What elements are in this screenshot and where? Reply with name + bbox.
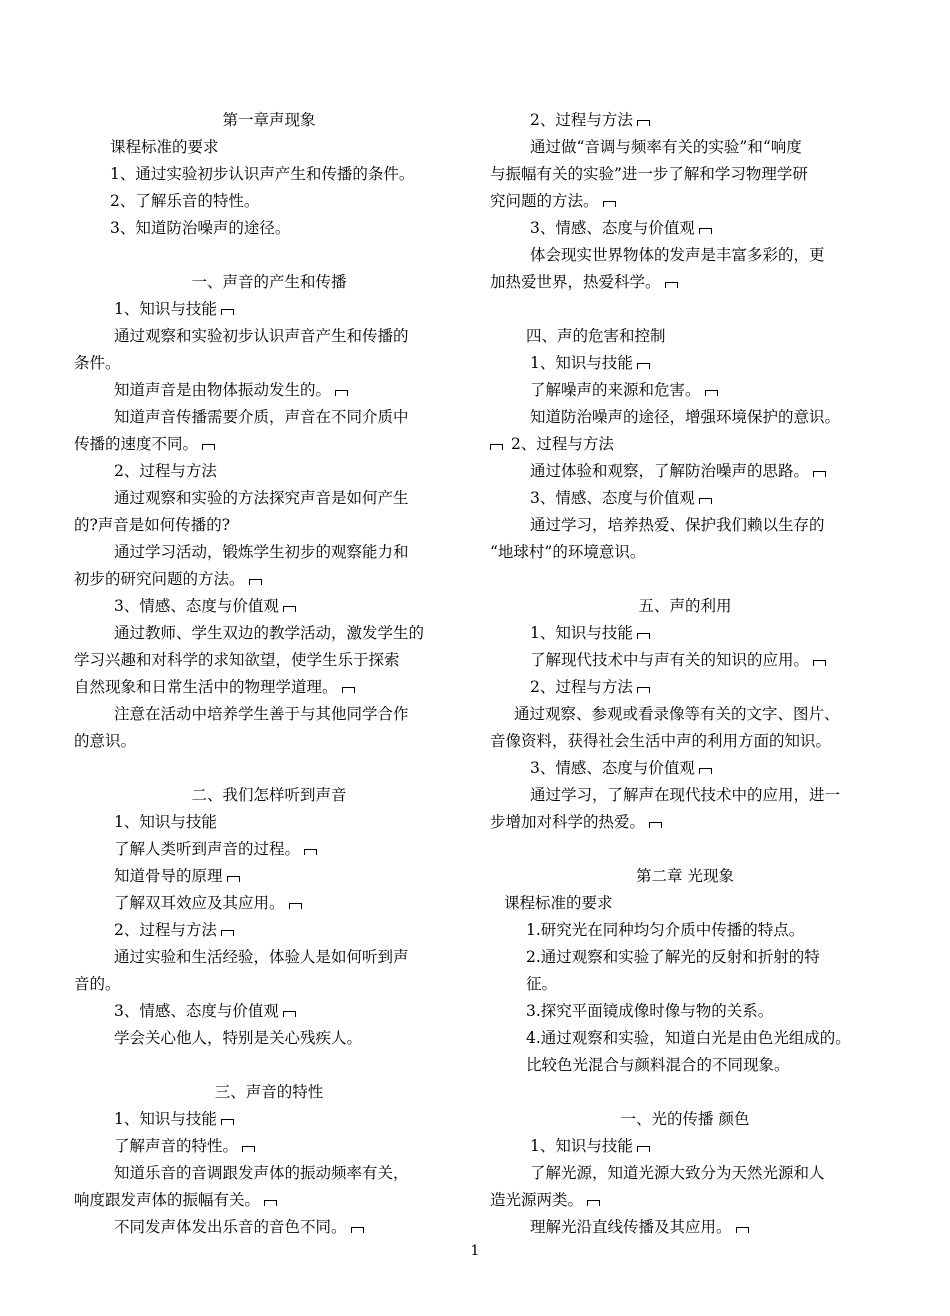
line-text: 通过学习活动，锻炼学生初步的观察能力和 bbox=[114, 543, 409, 561]
line-text: 音像资料，获得社会生活中声的利用方面的知识。 bbox=[490, 732, 832, 750]
paragraph-mark-icon bbox=[637, 633, 650, 639]
paragraph-mark-icon bbox=[283, 606, 296, 612]
text-line bbox=[74, 161, 464, 188]
paragraph-mark-icon bbox=[699, 768, 712, 774]
line-text: 1、知识与技能 bbox=[530, 1137, 633, 1155]
line-text: 1、通过实验初步认识声产生和传播的条件。 bbox=[110, 165, 415, 183]
section-heading bbox=[490, 1106, 880, 1133]
line-text: 3、情感、态度与价值观 bbox=[114, 1002, 279, 1020]
line-text: 音的。 bbox=[74, 975, 121, 993]
text-line bbox=[74, 728, 464, 755]
line-text: 3.探究平面镜成像时像与物的关系。 bbox=[526, 1002, 774, 1020]
section-heading bbox=[74, 107, 464, 134]
line-text: 通过教师、学生双边的教学活动，激发学生的 bbox=[114, 624, 425, 642]
line-text: 第二章 光现象 bbox=[636, 867, 734, 885]
text-line bbox=[490, 998, 880, 1025]
line-text: 3、知道防治噪声的途径。 bbox=[110, 219, 291, 237]
line-text: 的?声音是如何传播的? bbox=[74, 516, 231, 534]
line-text: 了解人类听到声音的过程。 bbox=[114, 840, 301, 858]
text-line bbox=[490, 188, 880, 215]
text-line bbox=[490, 134, 880, 161]
line-text: 四、声的危害和控制 bbox=[526, 327, 666, 345]
text-line bbox=[490, 1133, 880, 1160]
left-column bbox=[74, 107, 464, 1241]
paragraph-mark-icon bbox=[202, 444, 215, 450]
line-text: 造光源两类。 bbox=[490, 1191, 584, 1209]
text-line bbox=[74, 674, 464, 701]
line-text: 自然现象和日常生活中的物理学道理。 bbox=[74, 678, 338, 696]
text-line bbox=[490, 539, 880, 566]
line-text: 了解光源，知道光源大致分为天然光源和人 bbox=[530, 1164, 825, 1182]
text-line bbox=[74, 1160, 464, 1187]
text-line bbox=[74, 836, 464, 863]
line-text: 五、声的利用 bbox=[638, 597, 732, 615]
text-line bbox=[490, 674, 880, 701]
line-text: 了解双耳效应及其应用。 bbox=[114, 894, 285, 912]
line-text: 2、过程与方法 bbox=[530, 111, 633, 129]
text-line bbox=[74, 566, 464, 593]
right-column bbox=[490, 107, 880, 1241]
paragraph-mark-icon bbox=[637, 1146, 650, 1152]
text-line bbox=[490, 971, 880, 998]
line-text: 了解噪声的来源和危害。 bbox=[530, 381, 701, 399]
blank-line bbox=[74, 1052, 464, 1079]
text-line bbox=[490, 1052, 880, 1079]
blank-line bbox=[490, 836, 880, 863]
text-line bbox=[74, 323, 464, 350]
text-line bbox=[74, 188, 464, 215]
line-text: 通过体验和观察，了解防治噪声的思路。 bbox=[530, 462, 810, 480]
paragraph-mark-icon bbox=[283, 1011, 296, 1017]
text-line bbox=[490, 215, 880, 242]
text-line bbox=[74, 404, 464, 431]
paragraph-mark-icon bbox=[699, 228, 712, 234]
line-text: 比较色光混合与颜料混合的不同现象。 bbox=[526, 1056, 790, 1074]
line-text: 理解光沿直线传播及其应用。 bbox=[530, 1218, 732, 1236]
paragraph-mark-icon bbox=[637, 120, 650, 126]
text-line bbox=[490, 701, 880, 728]
text-line bbox=[74, 134, 464, 161]
paragraph-mark-icon bbox=[603, 201, 616, 207]
text-line bbox=[490, 485, 880, 512]
text-line bbox=[74, 539, 464, 566]
line-text: 学会关心他人，特别是关心残疾人。 bbox=[114, 1029, 363, 1047]
text-line bbox=[74, 863, 464, 890]
blank-line bbox=[490, 296, 880, 323]
paragraph-mark-icon bbox=[221, 309, 234, 315]
text-line bbox=[74, 485, 464, 512]
text-line bbox=[490, 1214, 880, 1241]
paragraph-mark-icon bbox=[637, 363, 650, 369]
line-text: 2、过程与方法 bbox=[511, 435, 614, 453]
line-text: 初步的研究问题的方法。 bbox=[74, 570, 245, 588]
text-line bbox=[74, 1133, 464, 1160]
line-text: 条件。 bbox=[74, 354, 121, 372]
text-line bbox=[74, 1214, 464, 1241]
line-text: 3、情感、态度与价值观 bbox=[530, 759, 695, 777]
paragraph-mark-icon bbox=[264, 1200, 277, 1206]
line-text: 一、声音的产生和传播 bbox=[191, 273, 347, 291]
text-line bbox=[74, 1106, 464, 1133]
text-line bbox=[490, 269, 880, 296]
paragraph-mark-icon bbox=[736, 1227, 749, 1233]
line-text: 知道乐音的音调跟发声体的振动频率有关， bbox=[114, 1164, 409, 1182]
line-text: 1、知识与技能 bbox=[530, 624, 633, 642]
text-line bbox=[490, 782, 880, 809]
text-line bbox=[74, 917, 464, 944]
line-text: 征。 bbox=[526, 975, 558, 993]
paragraph-mark-icon bbox=[665, 282, 678, 288]
text-line bbox=[74, 620, 464, 647]
text-line bbox=[490, 620, 880, 647]
line-text: 知道声音传播需要介质，声音在不同介质中 bbox=[114, 408, 409, 426]
paragraph-mark-icon bbox=[705, 390, 718, 396]
line-text: 一、光的传播 颜色 bbox=[620, 1110, 750, 1128]
text-line bbox=[490, 890, 880, 917]
line-text: 二、我们怎样听到声音 bbox=[191, 786, 347, 804]
paragraph-mark-icon bbox=[490, 444, 503, 450]
text-line bbox=[74, 944, 464, 971]
paragraph-mark-icon bbox=[227, 876, 240, 882]
line-text: 1、知识与技能 bbox=[114, 813, 217, 831]
paragraph-mark-icon bbox=[342, 687, 355, 693]
line-text: 通过观察、参观或看录像等有关的文字、图片、 bbox=[514, 705, 840, 723]
text-line bbox=[74, 593, 464, 620]
line-text: 究问题的方法。 bbox=[490, 192, 599, 210]
text-line bbox=[490, 107, 880, 134]
text-line bbox=[490, 728, 880, 755]
section-heading bbox=[74, 782, 464, 809]
line-text: 2.通过观察和实验了解光的反射和折射的特 bbox=[526, 948, 820, 966]
text-line bbox=[490, 917, 880, 944]
line-text: 传播的速度不同。 bbox=[74, 435, 199, 453]
paragraph-mark-icon bbox=[335, 390, 348, 396]
line-text: 了解声音的特性。 bbox=[114, 1137, 239, 1155]
text-line bbox=[490, 512, 880, 539]
line-text: 三、声音的特性 bbox=[214, 1083, 324, 1101]
paragraph-mark-icon bbox=[242, 1146, 255, 1152]
paragraph-mark-icon bbox=[637, 687, 650, 693]
text-line bbox=[490, 1160, 880, 1187]
paragraph-mark-icon bbox=[221, 930, 234, 936]
paragraph-mark-icon bbox=[813, 660, 826, 666]
line-text: 2、了解乐音的特性。 bbox=[110, 192, 260, 210]
line-text: 4.通过观察和实验，知道白光是由色光组成的。 bbox=[526, 1029, 851, 1047]
line-text: 1、知识与技能 bbox=[530, 354, 633, 372]
text-line bbox=[74, 809, 464, 836]
line-text: 注意在活动中培养学生善于与其他同学合作 bbox=[114, 705, 409, 723]
text-line bbox=[490, 944, 880, 971]
line-text: 知道声音是由物体振动发生的。 bbox=[114, 381, 332, 399]
paragraph-mark-icon bbox=[649, 822, 662, 828]
text-line bbox=[74, 512, 464, 539]
text-line bbox=[74, 431, 464, 458]
line-text: 通过学习，培养热爱、保护我们赖以生存的 bbox=[530, 516, 825, 534]
text-line bbox=[74, 458, 464, 485]
paragraph-mark-icon bbox=[813, 471, 826, 477]
text-line bbox=[490, 1025, 880, 1052]
line-text: 3、情感、态度与价值观 bbox=[114, 597, 279, 615]
line-text: 2、过程与方法 bbox=[114, 921, 217, 939]
blank-line bbox=[74, 242, 464, 269]
text-line bbox=[74, 647, 464, 674]
text-line bbox=[490, 377, 880, 404]
section-heading bbox=[490, 863, 880, 890]
line-text: 响度跟发声体的振幅有关。 bbox=[74, 1191, 261, 1209]
text-line bbox=[490, 809, 880, 836]
line-text: 1、知识与技能 bbox=[114, 300, 217, 318]
line-text: 与振幅有关的实验”进一步了解和学习物理学研 bbox=[490, 165, 808, 183]
line-text: 2、过程与方法 bbox=[114, 462, 217, 480]
text-line bbox=[490, 323, 880, 350]
section-heading bbox=[490, 593, 880, 620]
text-line bbox=[74, 890, 464, 917]
text-line bbox=[490, 647, 880, 674]
text-line bbox=[490, 350, 880, 377]
paragraph-mark-icon bbox=[587, 1200, 600, 1206]
line-text: “地球村”的环境意识。 bbox=[490, 543, 646, 561]
text-line bbox=[74, 1025, 464, 1052]
blank-line bbox=[490, 566, 880, 593]
text-line bbox=[490, 404, 880, 431]
text-line bbox=[490, 242, 880, 269]
text-line bbox=[74, 1187, 464, 1214]
line-text: 3、情感、态度与价值观 bbox=[530, 489, 695, 507]
line-text: 通过观察和实验的方法探究声音是如何产生 bbox=[114, 489, 409, 507]
text-line bbox=[490, 161, 880, 188]
line-text: 通过做“音调与频率有关的实验”和“响度 bbox=[530, 138, 802, 156]
page-number: 1 bbox=[470, 1243, 480, 1259]
line-text: 了解现代技术中与声有关的知识的应用。 bbox=[530, 651, 810, 669]
line-text: 知道骨导的原理 bbox=[114, 867, 223, 885]
text-line bbox=[490, 755, 880, 782]
line-text: 1、知识与技能 bbox=[114, 1110, 217, 1128]
text-line bbox=[74, 377, 464, 404]
line-text: 1.研究光在同种均匀介质中传播的特点。 bbox=[526, 921, 805, 939]
line-text: 知道防治噪声的途径，增强环境保护的意识。 bbox=[530, 408, 841, 426]
line-text: 课程标准的要求 bbox=[504, 894, 613, 912]
line-text: 3、情感、态度与价值观 bbox=[530, 219, 695, 237]
paragraph-mark-icon bbox=[351, 1227, 364, 1233]
text-line bbox=[74, 701, 464, 728]
section-heading bbox=[74, 269, 464, 296]
blank-line bbox=[490, 1079, 880, 1106]
line-text: 步增加对科学的热爱。 bbox=[490, 813, 646, 831]
line-text: 第一章声现象 bbox=[222, 111, 316, 129]
text-line bbox=[74, 215, 464, 242]
line-text: 加热爱世界，热爱科学。 bbox=[490, 273, 661, 291]
line-text: 的意识。 bbox=[74, 732, 137, 750]
text-line bbox=[74, 350, 464, 377]
line-text: 体会现实世界物体的发声是丰富多彩的，更 bbox=[530, 246, 825, 264]
line-text: 通过观察和实验初步认识声音产生和传播的 bbox=[114, 327, 409, 345]
paragraph-mark-icon bbox=[221, 1119, 234, 1125]
line-text: 不同发声体发出乐音的音色不同。 bbox=[114, 1218, 347, 1236]
paragraph-mark-icon bbox=[249, 579, 262, 585]
text-line bbox=[74, 296, 464, 323]
line-text: 课程标准的要求 bbox=[110, 138, 219, 156]
text-line bbox=[490, 431, 880, 458]
line-text: 2、过程与方法 bbox=[530, 678, 633, 696]
section-heading bbox=[74, 1079, 464, 1106]
line-text: 通过学习，了解声在现代技术中的应用，进一 bbox=[530, 786, 841, 804]
paragraph-mark-icon bbox=[289, 903, 302, 909]
text-line bbox=[74, 998, 464, 1025]
text-line bbox=[490, 1187, 880, 1214]
text-line bbox=[74, 971, 464, 998]
line-text: 学习兴趣和对科学的求知欲望，使学生乐于探索 bbox=[74, 651, 400, 669]
line-text: 通过实验和生活经验，体验人是如何听到声 bbox=[114, 948, 409, 966]
text-line bbox=[490, 458, 880, 485]
blank-line bbox=[74, 755, 464, 782]
paragraph-mark-icon bbox=[304, 849, 317, 855]
paragraph-mark-icon bbox=[699, 498, 712, 504]
